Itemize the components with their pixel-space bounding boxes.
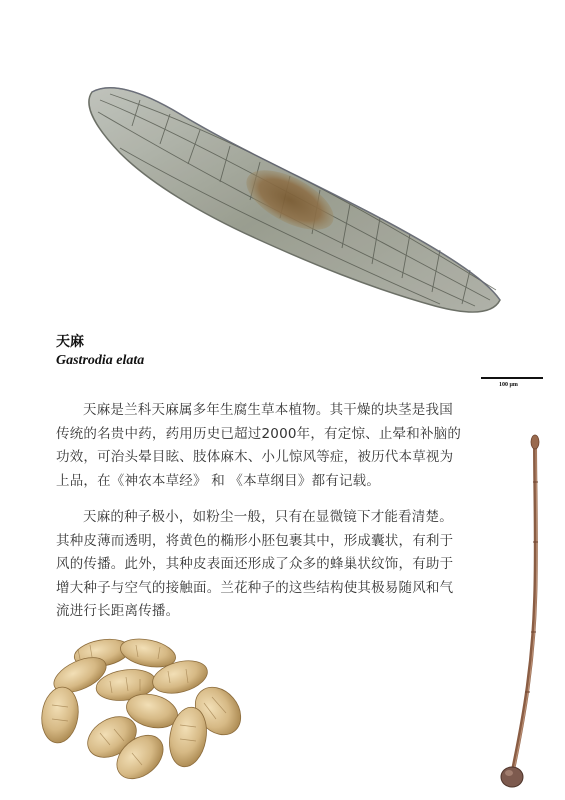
scale-label: 100 μm <box>499 382 518 388</box>
text-line: 功效，可治头晕目眩、肢体麻木、小儿惊风等症，被历代本草视为 <box>56 449 454 466</box>
paragraph-introduction <box>56 399 496 493</box>
text-line: 流进行长距离传播。 <box>56 603 180 620</box>
scale-bar <box>481 377 543 379</box>
text-line: 风的传播。此外，其种皮表面还形成了众多的蜂巢状纹饰，有助于 <box>56 556 454 573</box>
paragraph-seed-description <box>56 506 496 624</box>
text-line: 上品，在《神农本草经》 和 《本草纲目》都有记载。 <box>56 472 381 489</box>
text-line: 天麻是兰科天麻属多年生腐生草本植物。其干燥的块茎是我国 <box>83 402 453 418</box>
tuber-photo <box>40 633 245 783</box>
text-line: 传统的名贵中药，药用历史已超过2000年，有定惊、止晕和补脑的 <box>56 425 462 442</box>
seed-micrograph <box>80 78 510 328</box>
text-line: 天麻的种子极小，如粉尘一般，只有在显微镜下才能看清楚。 <box>83 509 453 525</box>
species-name-chinese: 天麻 <box>56 334 84 350</box>
species-name-latin: Gastrodia elata <box>56 353 145 368</box>
plant-stem-photo <box>495 432 550 794</box>
text-line: 其种皮薄而透明，将黄色的椭形小胚包裹其中，形成囊状，有利于 <box>56 532 454 549</box>
text-line: 增大种子与空气的接触面。兰花种子的这些结构使其极易随风和气 <box>56 579 454 596</box>
